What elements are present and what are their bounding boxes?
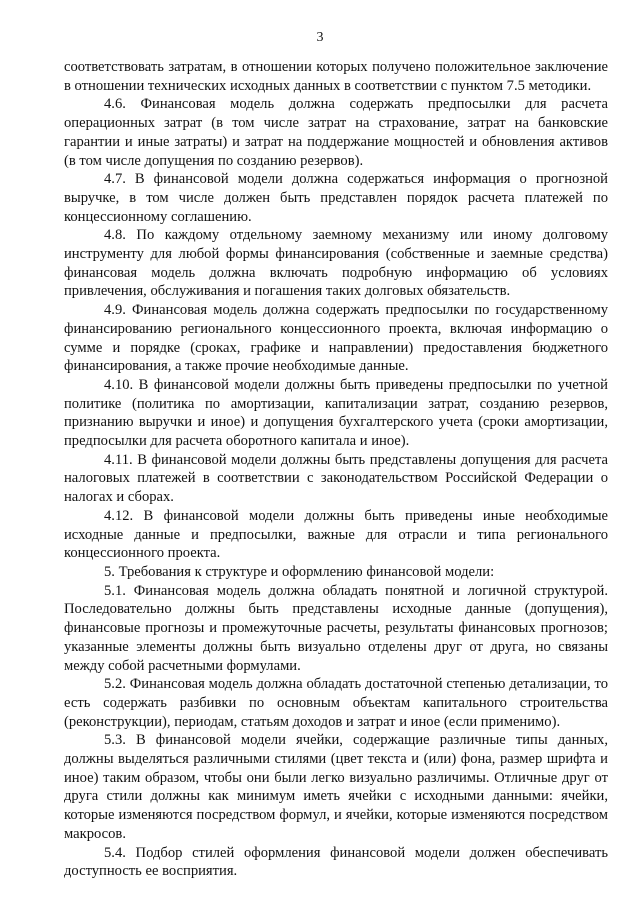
paragraph-4-8: 4.8. По каждому отдельному заемному механизму или иному долговому инструменту для любой формы финансирования (собственные и заемные средства) финансовая модель должна включать подробную информацию об условиях привлечения, обслуживания и погашения таких долговых обязательств. — [64, 227, 608, 300]
paragraph-4-12: 4.12. В финансовой модели должны быть приведены иные необходимые исходные данные и предпосылки, важные для отрасли и типа регионального концессионного проекта. — [64, 507, 608, 562]
paragraph-4-7: 4.7. В финансовой модели должна содержаться информация о прогнозной выручке, в том числе должен быть представлен порядок расчета платежей по концессионному соглашению. — [64, 171, 608, 225]
paragraph-4-9: 4.9. Финансовая модель должна содержать предпосылки по государственному финансированию регионального концессионного проекта, включая информацию о сумме и порядке (сроках, графике и направлении) предоставления бюджетного финансирования, а также прочие необходимые данные. — [64, 302, 608, 375]
page-number: 3 — [316, 30, 324, 45]
paragraph-4-10: 4.10. В финансовой модели должны быть приведены предпосылки по учетной политике (политика по амортизации, капитализации затрат, созданию резервов, признанию выручки и иное) и допущения бухгалтерского учета (сроки амортизации, предпосылки для расчета оборотного капитала и иное). — [64, 376, 608, 450]
paragraph-continuation: соответствовать затратам, в отношении которых получено положительное заключение в отношении технических исходных данных в соответствии с пунктом 7.5 методики. — [64, 59, 608, 94]
paragraph-5-4: 5.4. Подбор стилей оформления финансовой модели должен обеспечивать доступность ее восприятия. — [64, 844, 608, 880]
paragraph-4-6: 4.6. Финансовая модель должна содержать предпосылки для расчета операционных затрат (в том числе затрат на страхование, затрат на банковские гарантии и иные затраты) и затрат на поддержание мощностей и обновления активов (в том числе допущения по созданию резервов). — [64, 96, 608, 169]
paragraph-4-11: 4.11. В финансовой модели должны быть представлены допущения для расчета налоговых платежей в соответствии с законодательством Российской Федерации о налогах и сборах. — [64, 451, 608, 506]
paragraph-5-1: 5.1. Финансовая модель должна обладать понятной и логичной структурой. Последовательно должны быть представлены исходные данные (допущения), финансовые прогнозы и промежуточные расчеты, результаты финансовых прогнозов; указанные элементы должны быть визуально отделены друг от друга, но связаны между собой расчетными формулами. — [64, 582, 608, 674]
paragraph-5-2: 5.2. Финансовая модель должна обладать достаточной степенью детализации, то есть содержать разбивки по основным объектам капитального строительства (реконструкции), периодам, статьям доходов и затрат и иное (если применимо). — [64, 676, 608, 730]
paragraph-5-3: 5.3. В финансовой модели ячейки, содержащие различные типы данных, должны выделяться различными стилями (цвет текста и (или) фона, размер шрифта и иное) таким образом, чтобы они были легко визуально различимы. Отличные друг от друга стили должны как минимум иметь ячейки с исходными данными: ячейки, которые изменяются посредством формул, и ячейки, которые изменяются посредством макросов. — [64, 732, 608, 842]
section-5-heading: 5. Требования к структуре и оформлению финансовой модели: — [104, 563, 495, 580]
document-body — [64, 58, 608, 881]
